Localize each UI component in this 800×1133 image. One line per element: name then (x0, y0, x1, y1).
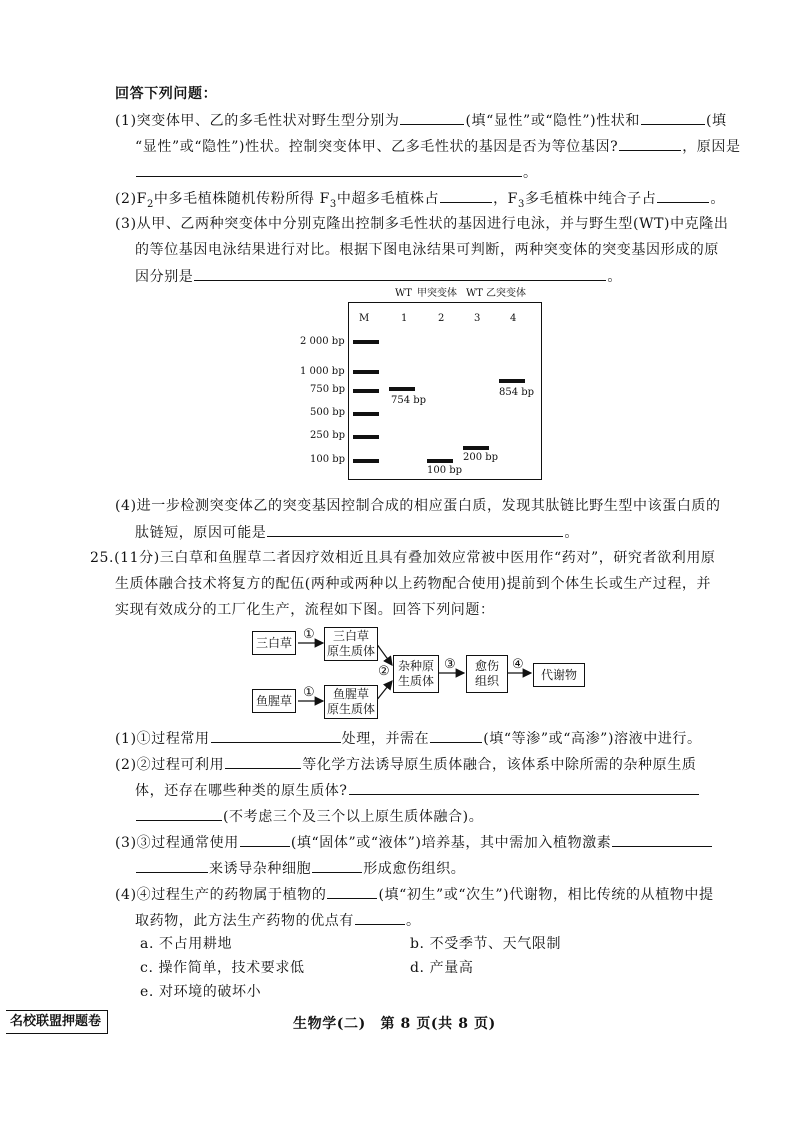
sub-question-3-line-2: 来诱导杂种细胞 形成愈伤组织。 (135, 858, 465, 879)
protoplast-fusion-flowchart (250, 625, 590, 725)
answer-blank[interactable] (327, 884, 377, 899)
sub-question-2-line-3: (不考虑三个及三个以上原生质体融合)。 (135, 806, 483, 827)
answer-blank[interactable] (612, 832, 712, 847)
option-a: a. 不占用耕地 (140, 936, 233, 952)
intro-heading: 回答下列问题： (115, 86, 218, 102)
answer-blank[interactable] (136, 162, 522, 177)
node-yuxingcao: 鱼腥草 (252, 689, 296, 713)
marker-band-750 (353, 389, 379, 393)
step-marker-2: ② (378, 664, 390, 679)
marker-band-2000 (353, 340, 379, 344)
gel-frame (348, 302, 542, 480)
answer-blank[interactable] (194, 266, 606, 281)
question-3-line-3: 因分别是 。 (135, 266, 622, 287)
lane-label: 4 (510, 313, 517, 324)
sample-band-lane-2 (427, 459, 453, 463)
marker-label: 500 bp (310, 407, 346, 418)
sample-band-lane-1 (389, 387, 415, 391)
answer-blank[interactable] (225, 754, 301, 769)
sub-question-1: (1)①过程常用 处理，并需在 (填“等渗”或“高渗”)溶液中进行。 (115, 728, 702, 749)
question-3-line-2: 的等位基因电泳结果进行对比。根据下图电泳结果可判断，两种突变体的突变基因形成的原 (135, 242, 719, 258)
marker-label: 250 bp (310, 430, 346, 441)
gel-header-wt: WT (395, 288, 412, 299)
marker-band-1000 (353, 370, 379, 374)
lane-label: 1 (401, 313, 408, 324)
question-4-line-2: 肽链短，原因可能是 。 (135, 522, 579, 543)
answer-blank[interactable] (440, 188, 492, 203)
answer-blank[interactable] (641, 110, 705, 125)
band-label: 754 bp (391, 395, 427, 406)
answer-blank[interactable] (657, 188, 709, 203)
question-25-line-1: 25.(11分)三白草和鱼腥草二者因疗效相近且具有叠加效应常被中医用作“药对”，研究者欲利用原 (90, 550, 716, 566)
step-marker-1: ① (303, 627, 315, 642)
gel-header-mutant-yi: 乙突变体 (486, 288, 526, 299)
answer-blank[interactable] (136, 806, 222, 821)
sub-question-2-line-1: (2)②过程可利用 等化学方法诱导原生质体融合，该体系中除所需的杂种原生质 (115, 754, 696, 775)
option-b: b. 不受季节、天气限制 (410, 936, 562, 952)
band-label: 100 bp (427, 465, 463, 476)
gel-header-mutant-jia: 甲突变体 (417, 288, 457, 299)
step-marker-4: ④ (512, 657, 524, 672)
answer-blank[interactable] (312, 858, 362, 873)
sub-question-3-line-1: (3)③过程通常使用 (填“固体”或“液体”)培养基，其中需加入植物激素 (115, 832, 713, 853)
question-1-line-2: “显性”或“隐性”)性状。控制突变体甲、乙多毛性状的基因是否为等位基因? ，原因是 (135, 136, 741, 157)
step-marker-3: ③ (444, 657, 456, 672)
lane-label: M (359, 313, 370, 324)
step-marker-1: ① (303, 685, 315, 700)
question-4-line-1: (4)进一步检测突变体乙的突变基因控制合成的相应蛋白质，发现其肽链比野生型中该蛋白质的 (115, 498, 721, 514)
sample-band-lane-3 (463, 446, 489, 450)
node-sanbaicao-protoplast: 三白草 原生质体 (324, 627, 378, 661)
option-c: c. 操作简单，技术要求低 (140, 960, 305, 976)
page-footer: 生物学(二) 第 8 页(共 8 页) (293, 1016, 496, 1032)
gel-header-wt: WT (466, 288, 483, 299)
marker-label: 100 bp (310, 454, 346, 465)
question-25-line-2: 生质体融合技术将复方的配伍(两种或两种以上药物配合使用)提前到个体生长或生产过程，并 (115, 576, 712, 592)
node-sanbaicao: 三白草 (252, 631, 296, 655)
option-d: d. 产量高 (410, 960, 474, 976)
marker-label: 750 bp (310, 384, 346, 395)
question-1-line-3: 。 (135, 162, 538, 183)
question-3-line-1: (3)从甲、乙两种突变体中分别克隆出控制多毛性状的基因进行电泳，并与野生型(WT)中克隆出 (115, 216, 729, 232)
sample-band-lane-4 (499, 379, 525, 383)
exam-series-badge: 名校联盟押题卷 (6, 1010, 108, 1034)
marker-band-500 (353, 412, 379, 416)
node-metabolite: 代谢物 (533, 663, 585, 687)
marker-band-250 (353, 435, 379, 439)
answer-blank[interactable] (355, 910, 405, 925)
answer-blank[interactable] (430, 728, 482, 743)
question-2: $(2)F_2$中多毛植株随机传粉所得 $F_3$中超多毛植株占 ，$F_3$多毛植株中纯合子占 。 (115, 188, 725, 209)
node-hybrid-protoplast: 杂种原 生质体 (393, 655, 439, 693)
marker-band-100 (353, 459, 379, 463)
answer-blank[interactable] (211, 728, 341, 743)
lane-label: 2 (438, 313, 445, 324)
answer-blank[interactable] (136, 858, 208, 873)
sub-question-2-line-2: 体，还存在哪些种类的原生质体? (135, 780, 700, 801)
band-label: 854 bp (499, 387, 535, 398)
gel-electrophoresis-figure (300, 288, 560, 488)
marker-label: 1 000 bp (300, 366, 345, 377)
question-25-line-3: 实现有效成分的工厂化生产，流程如下图。回答下列问题： (115, 602, 495, 618)
node-yuxingcao-protoplast: 鱼腥草 原生质体 (324, 685, 378, 719)
answer-blank[interactable] (349, 780, 699, 795)
sub-question-4-line-2: 取药物，此方法生产药物的优点有 。 (135, 910, 421, 931)
lane-label: 3 (474, 313, 481, 324)
band-label: 200 bp (463, 452, 499, 463)
option-e: e. 对环境的破坏小 (140, 984, 262, 1000)
question-1-line-1: (1)突变体甲、乙的多毛性状对野生型分别为 (填“显性”或“隐性”)性状和 (填 (115, 110, 727, 131)
node-callus: 愈伤 组织 (466, 655, 508, 693)
answer-blank[interactable] (267, 522, 563, 537)
marker-label: 2 000 bp (300, 336, 345, 347)
sub-question-4-line-1: (4)④过程生产的药物属于植物的 (填“初生”或“次生”)代谢物，相比传统的从植物中提 (115, 884, 714, 905)
answer-blank[interactable] (240, 832, 290, 847)
answer-blank[interactable] (400, 110, 464, 125)
answer-blank[interactable] (619, 136, 681, 151)
